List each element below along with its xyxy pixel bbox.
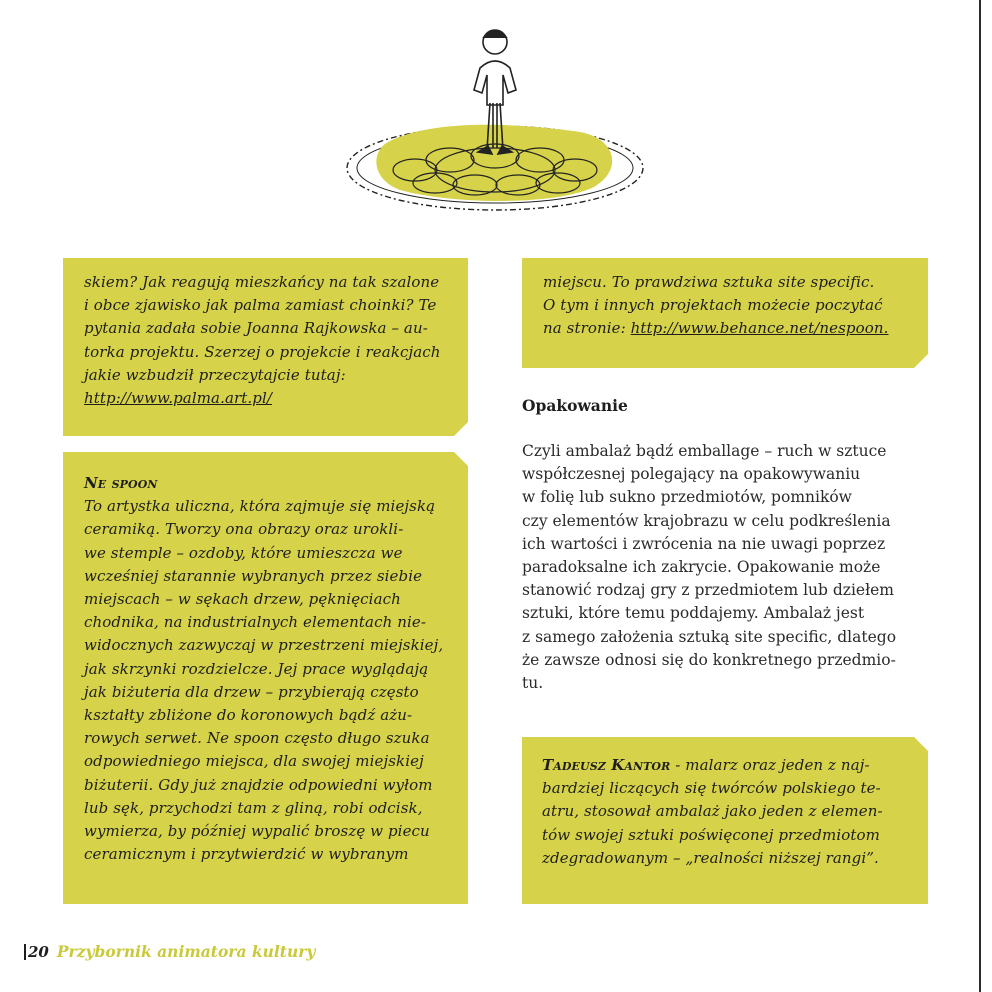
kantor-name: Tadeusz Kantor [542,756,671,774]
section-heading: Opakowanie [522,396,628,415]
text-line: jakie wzbudził przeczytajcie tutaj: [84,365,346,384]
text-line: skiem? Jak reagują mieszkańcy na tak szalone [84,273,440,291]
kantor-box [522,737,928,904]
text-line: ceramiką. Tworzy ona obrazy oraz urokli- [84,520,404,539]
text-line: wymierza, by później wypalić broszę w piecu [84,822,430,841]
text-line: ceramicznym i przytwierdzić w wybranym [84,845,409,864]
text-line: jak biżuteria dla drzew – przybierają często [84,682,419,701]
text-line: paradoksalne ich zakrycie. Opakowanie może [522,558,881,577]
palma-link[interactable]: http://www.palma.art.pl/ [84,389,273,408]
text-line: lub sęk, przychodzi tam z gliną, robi odcisk, [84,798,423,817]
text-line: chodnika, na industrialnych elementach nie- [84,613,427,632]
text-line: zdegradowanym – „realności niższej rangi”. [542,848,879,867]
ne-spoon-box [63,452,468,904]
text-line: bardziej liczących się twórców polskiego te- [542,779,881,798]
ne-spoon-heading: Ne spoon [84,474,158,492]
text-line: kształty zbliżone do koronowych bądź ażu- [84,706,413,725]
text-line: ich wartości i zwrócenia na nie uwagi poprzez [522,534,886,553]
text-line: z samego założenia sztuką site specific, dlatego [522,627,897,646]
text-line: Czyli ambalaż bądź emballage – ruch w sztuce [522,442,887,460]
page-number: 20 [24,943,49,961]
text-line: w folię lub sukno przedmiotów, pomników [522,488,852,507]
figure-on-flowerbed-icon [330,20,660,225]
book-title: Przybornik animatora kultury [56,942,316,961]
text-line: tu. [522,674,544,693]
text-line: sztuki, które temu poddajemy. Ambalaż jest [522,604,865,623]
text-line: i obce zjawisko jak palma zamiast choinki? Te [84,296,437,315]
section-body [522,440,932,695]
text-line: rowych serwet. Ne spoon często długo szuka [84,729,430,748]
text-line: atru, stosował ambalaż jako jeden z elemen- [542,802,883,821]
text-line: miejscach – w sękach drzew, pęknięciach [84,590,401,609]
text-line: czy elementów krajobrazu w celu podkreślenia [522,511,891,530]
text-line: pytania zadała sobie Joanna Rajkowska – au- [84,319,428,338]
text-line: - malarz oraz jeden z naj- [670,756,870,774]
text-line: jak skrzynki rozdzielcze. Jej prace wyglądają [84,659,429,678]
text-line: we stemple – ozdoby, które umieszcza we [84,543,403,562]
palma-info-box [63,258,468,436]
text-line: wcześniej starannie wybranych przez siebie [84,566,423,585]
page-footer [24,942,315,961]
link-prefix: na stronie: [543,319,631,338]
text-line: tów swojej sztuki poświęconej przedmiotom [542,825,880,844]
text-line: biżuterii. Gdy już znajdzie odpowiedni wyłom [84,775,433,794]
ne-spoon-continued-box [522,258,928,368]
behance-link[interactable]: http://www.behance.net/nespoon. [630,319,889,338]
text-line: że zawsze odnosi się do konkretnego przedmio- [522,650,896,669]
text-line: To artystka uliczna, która zajmuje się miejską [84,497,436,516]
text-line: torka projektu. Szerzej o projekcie i reakcjach [84,342,441,361]
text-line: stanowić rodzaj gry z przedmiotem lub dziełem [522,581,894,600]
page-edge-rule [979,0,981,992]
text-line: widocznych zazwyczaj w przestrzeni miejskiej, [84,636,444,655]
text-line: O tym i innych projektach możecie poczytać [543,296,883,315]
text-line: współczesnej polegający na opakowywaniu [522,465,861,484]
text-line: odpowiedniego miejsca, dla swojej miejskiej [84,752,424,771]
text-line: miejscu. To prawdziwa sztuka site specific. [543,273,875,291]
